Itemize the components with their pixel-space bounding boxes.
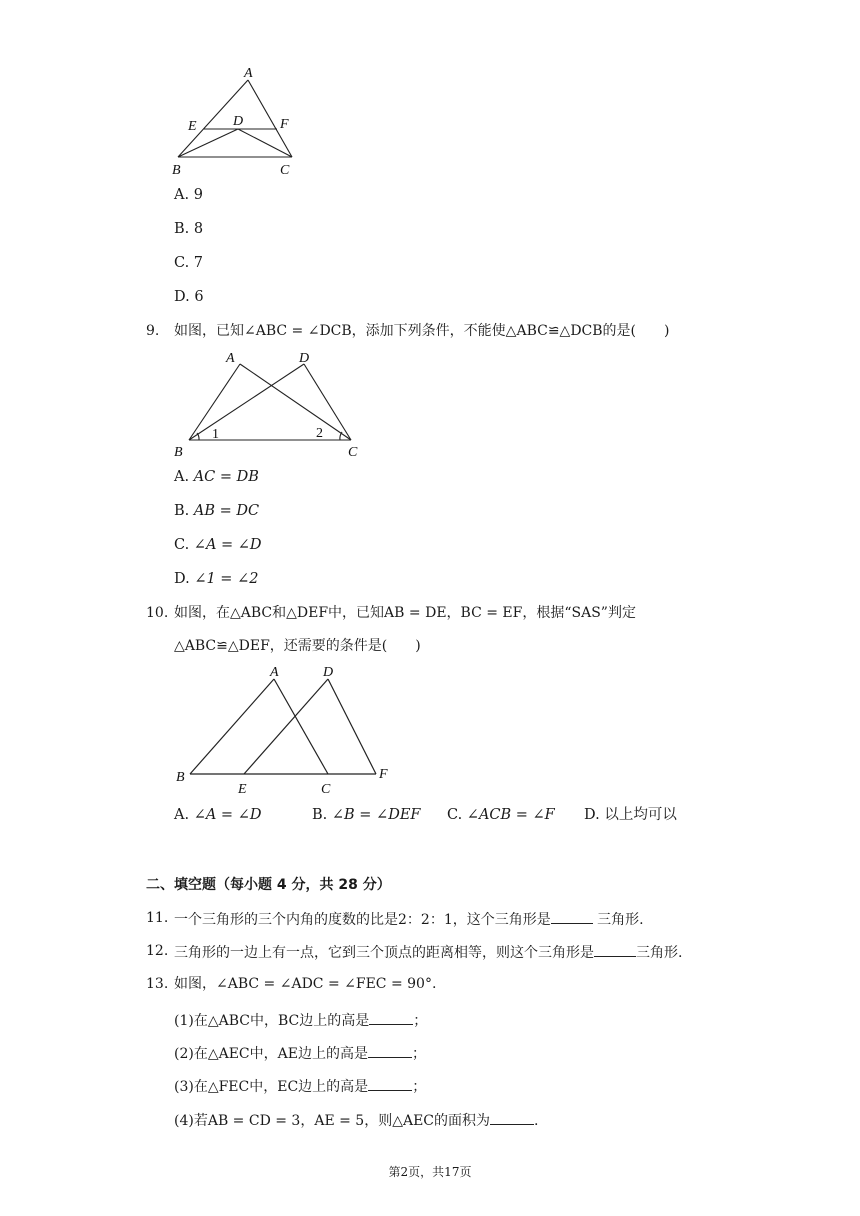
option-text: AC = DB	[193, 469, 259, 485]
q13-part-2	[174, 1043, 426, 1063]
q10-option-b	[312, 806, 420, 824]
q10-label-A: A	[270, 665, 279, 680]
q9-label-A: A	[226, 351, 235, 366]
option-text: ∠A = ∠D	[193, 537, 262, 553]
q12-after: 三角形.	[636, 945, 683, 961]
q13-part-3-after: ；	[412, 1079, 427, 1095]
q9-label-C: C	[348, 445, 358, 460]
q8-label-C: C	[280, 163, 290, 178]
q11-number: 11.	[146, 910, 169, 926]
option-text: 9	[193, 187, 203, 203]
q10-label-E: E	[238, 782, 247, 797]
q13-number: 13.	[146, 976, 169, 992]
q9-label-D: D	[299, 351, 310, 366]
q13-part-4-after: .	[534, 1113, 539, 1129]
q9-label-1: 1	[212, 427, 219, 442]
q13-part-4-blank[interactable]	[490, 1110, 534, 1125]
option-text: 6	[194, 289, 204, 305]
option-letter: B.	[312, 807, 328, 823]
q8-label-E: E	[188, 119, 197, 134]
q8-option-a	[174, 186, 203, 204]
q12-number: 12.	[146, 943, 169, 959]
q9-number: 9.	[146, 323, 160, 339]
q9-line-AC	[240, 364, 351, 440]
q10-stem-line2: △ABC≌△DEF，还需要的条件是( )	[174, 638, 421, 654]
q9-stem: 如图，已知∠ABC = ∠DCB，添加下列条件，不能使△ABC≌△DCB的是( )	[174, 323, 670, 339]
q13-part-1	[174, 1010, 427, 1030]
q10-stem-line1: 如图，在△ABC和△DEF中，已知AB = DE，BC = EF，根据“SAS”判定	[174, 605, 636, 621]
option-text: ∠1 = ∠2	[194, 571, 259, 587]
q8-label-F: F	[280, 117, 289, 132]
q9-option-b	[174, 502, 259, 520]
q13-part-2-after: ；	[411, 1046, 426, 1062]
q11-before: 一个三角形的三个内角的度数的比是2：2：1，这个三角形是	[174, 912, 551, 928]
q13-part-2-blank[interactable]	[368, 1043, 412, 1058]
q8-option-c	[174, 254, 203, 272]
q9-option-c	[174, 536, 262, 554]
q13-part-3-blank[interactable]	[368, 1076, 412, 1091]
q8-label-B: B	[172, 163, 181, 178]
q10-line-BA	[190, 679, 274, 774]
q10-option-a	[174, 806, 261, 824]
q13-part-4-before: (4)若AB = CD = 3，AE = 5，则△AEC的面积为	[174, 1113, 491, 1129]
option-letter: C.	[174, 537, 190, 553]
option-letter: D.	[584, 807, 600, 823]
q12-text	[174, 942, 682, 962]
q12-answer-blank[interactable]	[594, 942, 636, 957]
q10-label-D: D	[323, 665, 334, 680]
q9-label-B: B	[174, 445, 183, 460]
q13-part-2-before: (2)在△AEC中，AE边上的高是	[174, 1046, 368, 1062]
option-letter: C.	[174, 255, 190, 271]
option-letter: A.	[174, 807, 190, 823]
q11-after: 三角形.	[592, 912, 644, 928]
q12-before: 三角形的一边上有一点，它到三个顶点的距离相等，则这个三角形是	[174, 945, 594, 961]
option-text: 8	[193, 221, 204, 237]
page-footer: 第2页，共17页	[388, 1165, 472, 1179]
q10-line-DF	[328, 679, 376, 774]
q10-label-F: F	[379, 767, 388, 782]
q13-part-3	[174, 1076, 426, 1096]
q11-text	[174, 909, 644, 929]
option-letter: D.	[174, 571, 190, 587]
q11-answer-blank[interactable]	[551, 909, 593, 924]
option-text: AB = DC	[193, 503, 260, 519]
q8-label-D: D	[233, 114, 244, 129]
option-text: ∠ACB = ∠F	[466, 807, 555, 823]
q8-line-BD	[178, 129, 238, 157]
option-letter: B.	[174, 221, 190, 237]
q8-figure	[168, 64, 308, 180]
option-letter: A.	[174, 469, 190, 485]
q10-option-c	[447, 806, 555, 824]
option-text: 以上均可以	[604, 807, 677, 823]
option-letter: C.	[447, 807, 463, 823]
q13-part-1-blank[interactable]	[369, 1010, 413, 1025]
q10-number: 10.	[146, 605, 169, 621]
q8-option-b	[174, 220, 203, 238]
q10-line-AC	[274, 679, 328, 774]
option-letter: A.	[174, 187, 190, 203]
q9-line-BD	[189, 364, 304, 440]
q10-label-B: B	[176, 770, 185, 785]
q9-option-a	[174, 468, 259, 486]
option-letter: B.	[174, 503, 190, 519]
q9-option-d	[174, 570, 258, 588]
q9-line-DC	[304, 364, 351, 440]
q13-stem: 如图，∠ABC = ∠ADC = ∠FEC = 90°.	[174, 976, 437, 992]
option-text: 7	[193, 255, 204, 271]
q10-figure	[168, 660, 408, 800]
q10-option-d	[584, 806, 677, 824]
q13-part-3-before: (3)在△FEC中，EC边上的高是	[174, 1079, 369, 1095]
q9-label-2: 2	[316, 426, 323, 441]
option-text: ∠B = ∠DEF	[331, 807, 421, 823]
option-text: ∠A = ∠D	[193, 807, 262, 823]
option-letter: D.	[174, 289, 190, 305]
q10-line-ED	[244, 679, 328, 774]
q8-option-d	[174, 288, 204, 306]
q10-label-C: C	[321, 782, 331, 797]
q8-label-A: A	[244, 66, 253, 81]
section-title: 二、填空题（每小题 4 分，共 28 分）	[146, 877, 391, 893]
q13-part-4	[174, 1110, 538, 1130]
q13-part-1-after: ；	[413, 1013, 428, 1029]
q9-figure	[168, 344, 368, 462]
q13-part-1-before: (1)在△ABC中，BC边上的高是	[174, 1013, 370, 1029]
